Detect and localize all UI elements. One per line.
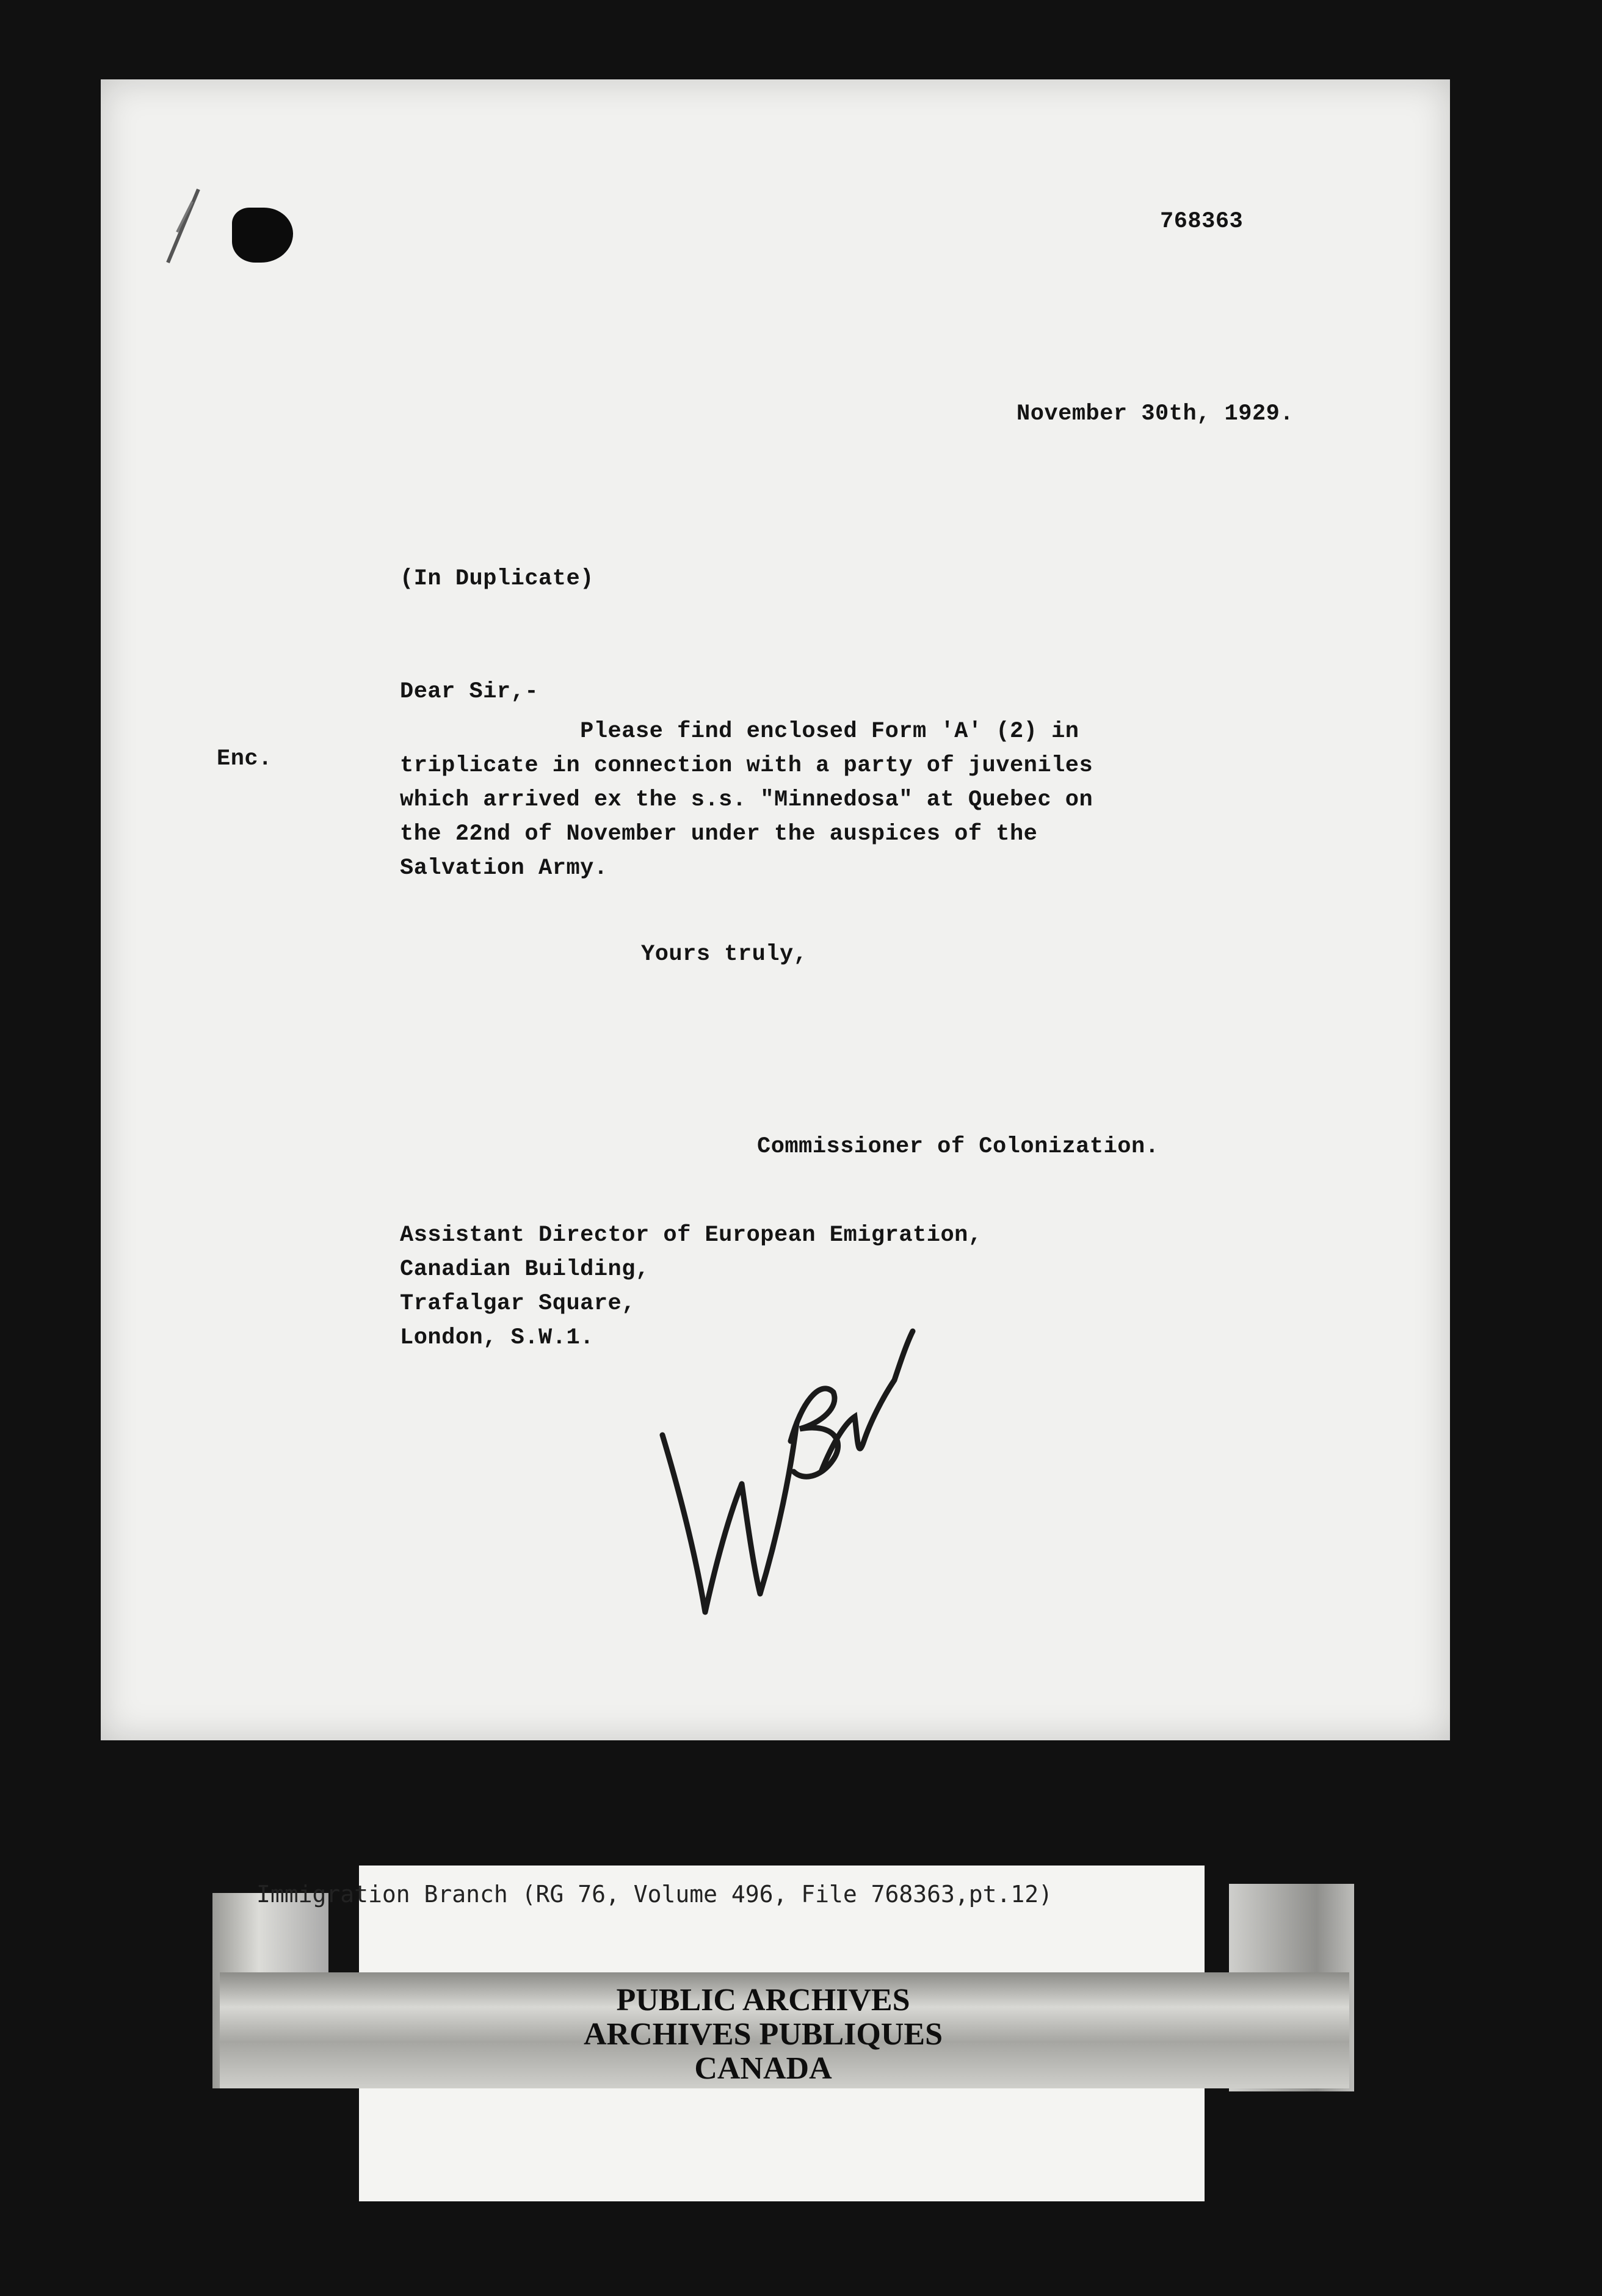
letter-closing: Yours truly,: [641, 942, 808, 967]
letter-date: November 30th, 1929.: [1017, 401, 1294, 427]
duplicate-note: (In Duplicate): [400, 566, 594, 592]
archive-reference: Immigration Branch (RG 76, Volume 496, File 768363,pt.12): [256, 1881, 1053, 1908]
addressee-block: Assistant Director of European Emigration, Canadian Building, Trafalgar Square, London, S.W.1.: [400, 1222, 982, 1351]
file-number: 768363: [1160, 209, 1244, 234]
stamp-line-1: PUBLIC ARCHIVES: [616, 1983, 910, 2018]
letter-page: [101, 79, 1450, 1740]
letter-body: Please find enclosed Form 'A' (2) in triplicate in connection with a party of juveniles which arrived ex the s.s. "Minnedosa" at Quebec on the 22nd of November under the auspices of the Salvation Army.: [400, 719, 1093, 881]
enclosure-note: Enc.: [217, 746, 272, 772]
stamp-line-2: ARCHIVES PUBLIQUES: [583, 2017, 943, 2052]
signature-title: Commissioner of Colonization.: [757, 1134, 1159, 1160]
scratch-mark: [156, 183, 211, 269]
ink-blot: [232, 208, 293, 263]
handwritten-initials: [638, 1240, 919, 1630]
archives-stamp: [519, 1983, 1007, 2086]
stamp-line-3: CANADA: [694, 2051, 832, 2086]
salutation: Dear Sir,-: [400, 679, 539, 705]
